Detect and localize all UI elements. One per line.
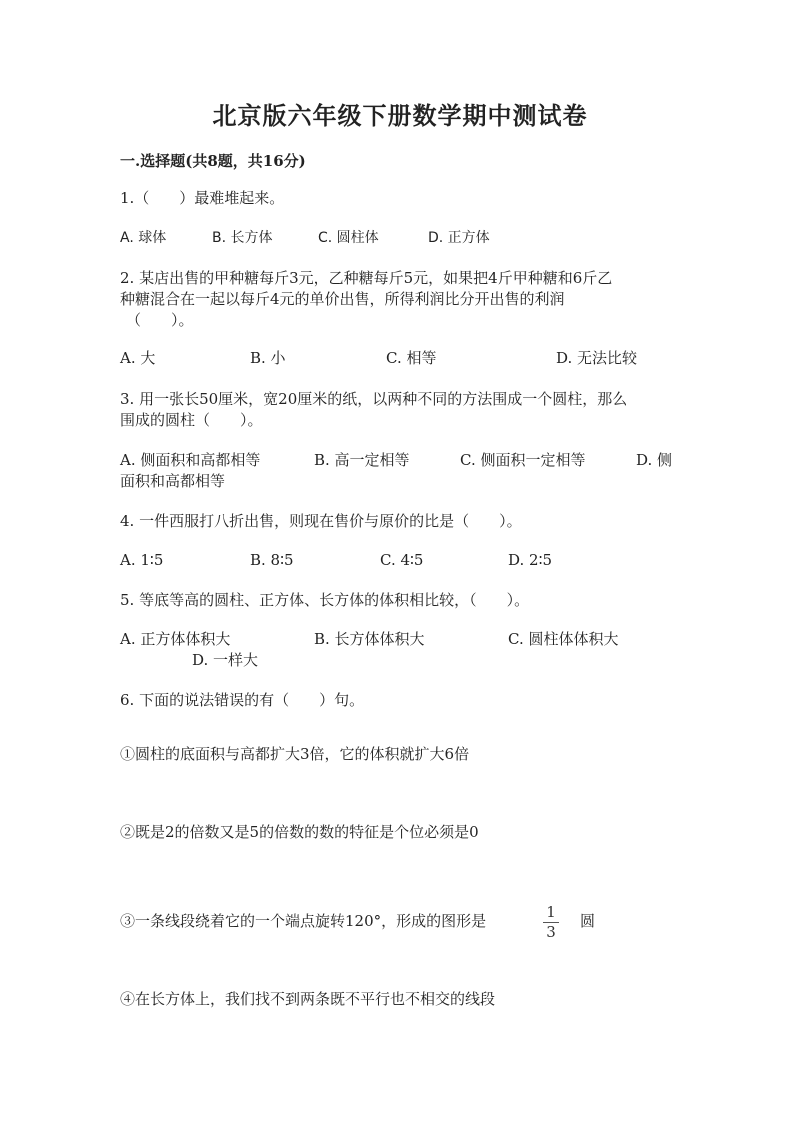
q4-option-d: D. 2∶5 [508, 551, 553, 569]
q3-option-d: D. 侧 [636, 451, 673, 469]
question-1-stem: 1.（ ）最难堆起来。 [120, 189, 285, 207]
question-4-stem: 4. 一件西服打八折出售，则现在售价与原价的比是（ ）。 [120, 512, 522, 530]
q3-option-b: B. 高一定相等 [314, 451, 410, 469]
q5-option-d: D. 一样大 [192, 651, 259, 669]
q4-option-b: B. 8∶5 [250, 551, 294, 569]
q2-option-c: C. 相等 [386, 349, 437, 367]
question-2-line-2: 种糖混合在一起以每斤4元的单价出售，所得利润比分开出售的利润 [120, 290, 565, 308]
q6-statement-3: ③一条线段绕着它的一个端点旋转120°，形成的图形是 [120, 912, 487, 930]
page-title: 北京版六年级下册数学期中测试卷 [212, 101, 588, 130]
q5-option-b: B. 长方体体积大 [314, 630, 425, 648]
section-heading: 一.选择题(共8题，共16分) [120, 152, 306, 170]
q2-option-a: A. 大 [120, 349, 156, 367]
q3-option-c: C. 侧面积一定相等 [460, 451, 586, 469]
question-5-stem: 5. 等底等高的圆柱、正方体、长方体的体积相比较，（ ）。 [120, 591, 530, 609]
q5-option-a: A. 正方体体积大 [120, 630, 231, 648]
question-2-line-1: 2. 某店出售的甲种糖每斤3元，乙种糖每斤5元，如果把4斤甲种糖和6斤乙 [120, 269, 613, 287]
q1-option-a: A. 球体 [120, 230, 167, 246]
q1-option-d: D. 正方体 [428, 230, 490, 246]
fraction-numerator: 1 [546, 903, 556, 921]
q4-option-a: A. 1∶5 [120, 551, 164, 569]
question-2-line-3: （ ）。 [126, 311, 194, 329]
q3-option-a: A. 侧面积和高都相等 [120, 451, 261, 469]
q6-statement-3-end: 圆 [580, 912, 596, 930]
q6-statement-4: ④在长方体上，我们找不到两条既不平行也不相交的线段 [120, 990, 496, 1008]
q4-option-c: C. 4∶5 [380, 551, 424, 569]
q2-option-b: B. 小 [250, 349, 286, 367]
q5-option-c: C. 圆柱体体积大 [508, 630, 619, 648]
q2-option-d: D. 无法比较 [556, 349, 638, 367]
question-3-line-2: 围成的圆柱（ ）。 [120, 411, 263, 429]
q6-statement-2: ②既是2的倍数又是5的倍数的数的特征是个位必须是0 [120, 823, 479, 841]
question-6-stem: 6. 下面的说法错误的有（ ）句。 [120, 691, 365, 709]
q1-option-b: B. 长方体 [212, 230, 273, 246]
fraction-one-third [540, 904, 562, 941]
q1-option-c: C. 圆柱体 [318, 230, 379, 246]
question-3-line-1: 3. 用一张长50厘米，宽20厘米的纸，以两种不同的方法围成一个圆柱，那么 [120, 390, 628, 408]
q6-statement-1: ①圆柱的底面积与高都扩大3倍，它的体积就扩大6倍 [120, 745, 470, 763]
fraction-denominator: 3 [546, 923, 556, 941]
q3-option-d-continued: 面积和高都相等 [120, 472, 226, 490]
